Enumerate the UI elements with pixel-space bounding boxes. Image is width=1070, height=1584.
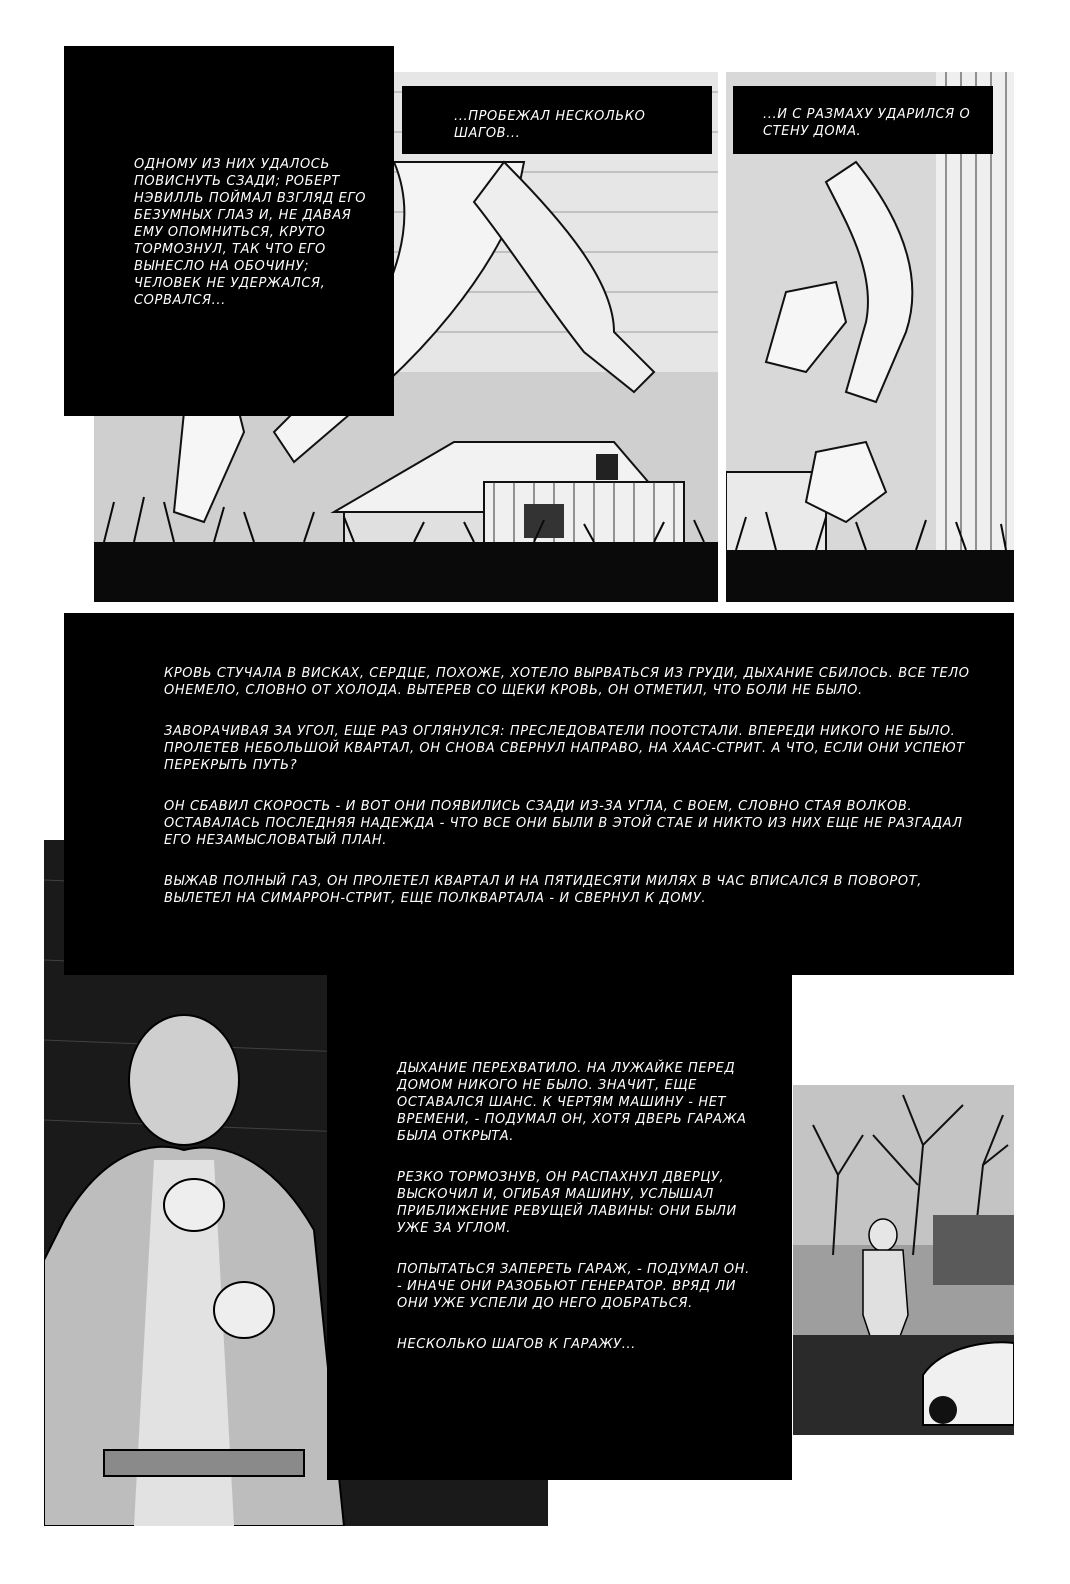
caption-box-5 bbox=[327, 975, 792, 1480]
caption-text-2: ...ПРОБЕЖАЛ НЕСКОЛЬКО ШАГОВ... bbox=[454, 109, 646, 141]
caption-box-3 bbox=[733, 86, 993, 154]
panel-runner-car bbox=[793, 1085, 1014, 1435]
caption-box-1 bbox=[64, 46, 394, 416]
runner-car-illustration bbox=[793, 1085, 1014, 1435]
caption-paragraph: ПОПЫТАТЬСЯ ЗАПЕРЕТЬ ГАРАЖ, - ПОДУМАЛ ОН. - ИНАЧЕ ОНИ РАЗОБЬЮТ ГЕНЕРАТОР. ВРЯД ЛИ ОНИ УЖЕ УСПЕЛИ ДО НЕГО ДОБРАТЬСЯ. bbox=[397, 1262, 750, 1311]
caption-text-1: ОДНОМУ ИЗ НИХ УДАЛОСЬ ПОВИСНУТЬ СЗАДИ; РОБЕРТ НЭВИЛЛЬ ПОЙМАЛ ВЗГЛЯД ЕГО БЕЗУМНЫХ ГЛАЗ И, НЕ ДАВАЯ ЕМУ ОПОМНИТЬСЯ, КРУТО ТОРМОЗНУЛ, ТАК ЧТО ЕГО ВЫНЕСЛО НА ОБОЧИНУ; ЧЕЛОВЕК НЕ УДЕРЖАЛСЯ, СОРВАЛСЯ... bbox=[134, 157, 367, 308]
caption-paragraph: ВЫЖАВ ПОЛНЫЙ ГАЗ, ОН ПРОЛЕТЕЛ КВАРТАЛ И НА ПЯТИДЕСЯТИ МИЛЯХ В ЧАС ВПИСАЛСЯ В ПОВОРОТ, ВЫЛЕТЕЛ НА СИМАРРОН-СТРИТ, ЕЩЕ ПОЛКВАРТАЛА - И СВЕРНУЛ К ДОМУ. bbox=[164, 874, 922, 906]
caption-box-2 bbox=[402, 86, 712, 154]
caption-paragraph: НЕСКОЛЬКО ШАГОВ К ГАРАЖУ... bbox=[397, 1337, 636, 1352]
caption-paragraph: ДЫХАНИЕ ПЕРЕХВАТИЛО. НА ЛУЖАЙКЕ ПЕРЕД ДОМОМ НИКОГО НЕ БЫЛО. ЗНАЧИТ, ЕЩЕ ОСТАВАЛСЯ ШАНС. К ЧЕРТЯМ МАШИНУ - НЕТ ВРЕМЕНИ, - ПОДУМАЛ ОН, ХОТЯ ДВЕРЬ ГАРАЖА БЫЛА ОТКРЫТА. bbox=[397, 1061, 747, 1144]
caption-paragraph: ЗАВОРАЧИВАЯ ЗА УГОЛ, ЕЩЕ РАЗ ОГЛЯНУЛСЯ: ПРЕСЛЕДОВАТЕЛИ ПООТСТАЛИ. ВПЕРЕДИ НИКОГО НЕ БЫЛО. ПРОЛЕТЕВ НЕБОЛЬШОЙ КВАРТАЛ, ОН СНОВА СВЕРНУЛ НАПРАВО, НА ХААС-СТРИТ. А ЧТО, ЕСЛИ ОНИ УСПЕЮТ ПЕРЕКРЫТЬ ПУТЬ? bbox=[164, 724, 965, 773]
caption-text-3: ...И С РАЗМАХУ УДАРИЛСЯ О СТЕНУ ДОМА. bbox=[763, 107, 971, 139]
caption-paragraph: РЕЗКО ТОРМОЗНУВ, ОН РАСПАХНУЛ ДВЕРЦУ, ВЫСКОЧИЛ И, ОГИБАЯ МАШИНУ, УСЛЫШАЛ ПРИБЛИЖЕНИЕ РЕВУЩЕЙ ЛАВИНЫ: ОНИ БЫЛИ УЖЕ ЗА УГЛОМ. bbox=[397, 1170, 737, 1236]
caption-paragraph: ОН СБАВИЛ СКОРОСТЬ - И ВОТ ОНИ ПОЯВИЛИСЬ СЗАДИ ИЗ-ЗА УГЛА, С ВОЕМ, СЛОВНО СТАЯ ВОЛКОВ. ОСТАВАЛАСЬ ПОСЛЕДНЯЯ НАДЕЖДА - ЧТО ВСЕ ОНИ БЫЛИ В ЭТОЙ СТАЕ И НИКТО ИЗ НИХ ЕЩЕ НЕ РАЗГАДАЛ ЕГО НЕЗАМЫСЛОВАТЫЙ ПЛАН. bbox=[164, 799, 963, 848]
caption-box-4 bbox=[64, 613, 1014, 975]
caption-paragraph: КРОВЬ СТУЧАЛА В ВИСКАХ, СЕРДЦЕ, ПОХОЖЕ, ХОТЕЛО ВЫРВАТЬСЯ ИЗ ГРУДИ, ДЫХАНИЕ СБИЛОСЬ. ВСЕ ТЕЛО ОНЕМЕЛО, СЛОВНО ОТ ХОЛОДА. ВЫТЕРЕВ СО ЩЕКИ КРОВЬ, ОН ОТМЕТИЛ, ЧТО БОЛИ НЕ БЫЛО. bbox=[164, 666, 970, 698]
